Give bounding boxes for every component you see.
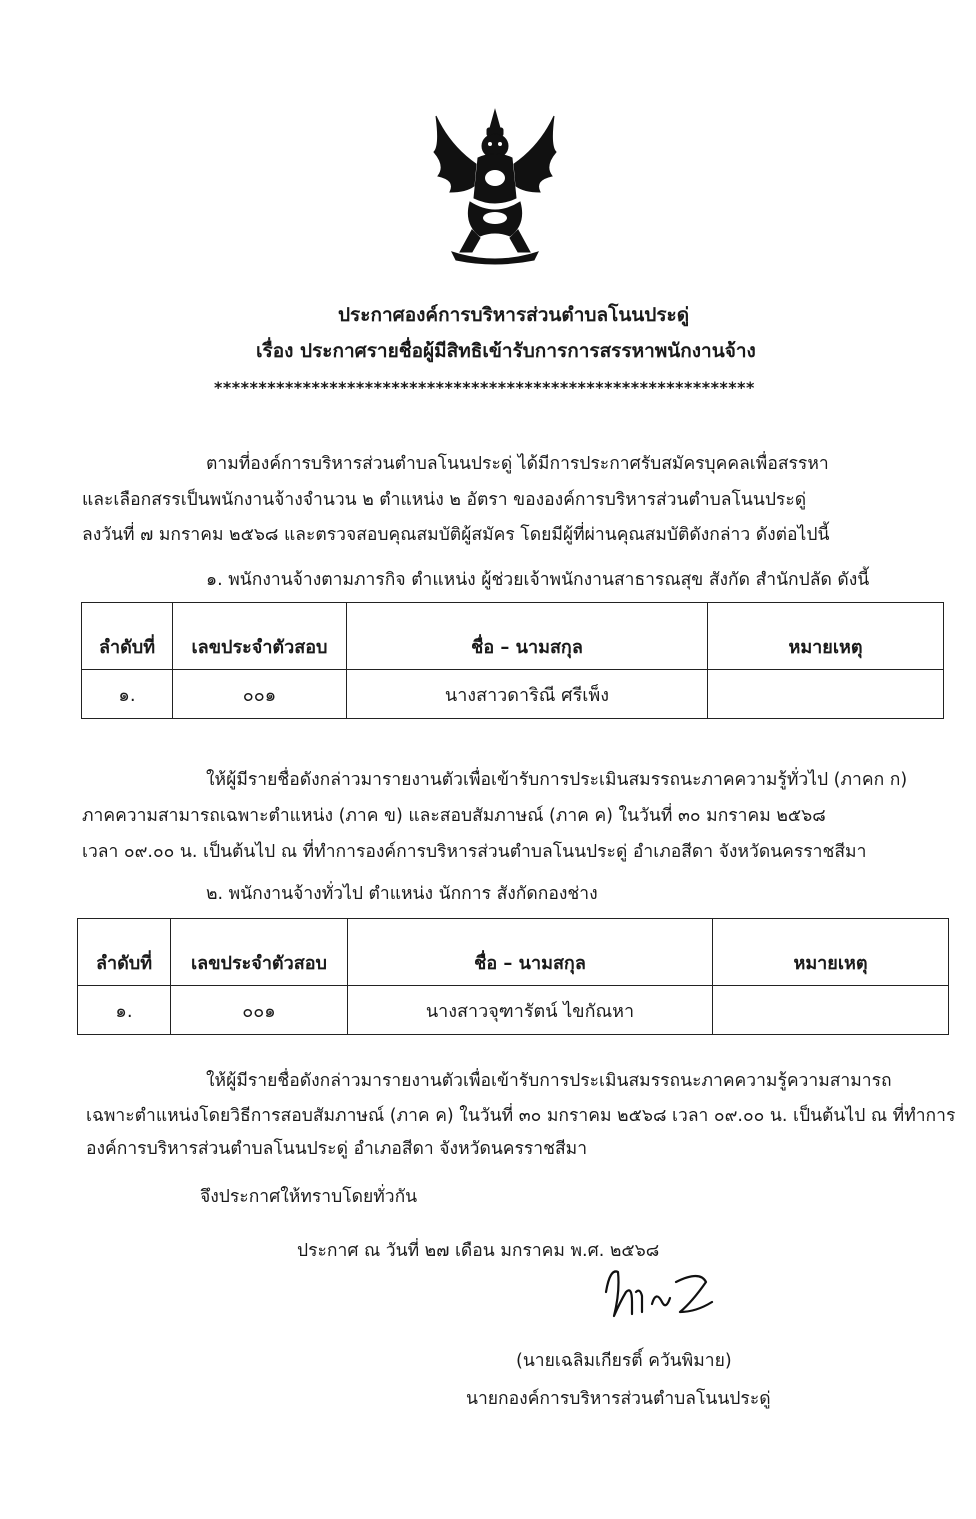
col-order-header: ลำดับที่ xyxy=(82,603,173,670)
section2-heading: ๒. พนักงานจ้างทั่วไป ตำแหน่ง นักการ สังกัดกองช่าง xyxy=(206,884,598,904)
cell-order: ๑. xyxy=(82,670,173,719)
separator: ************************************************************* xyxy=(214,378,755,397)
col-order-header: ลำดับที่ xyxy=(78,919,171,986)
section2-note-line-2: เฉพาะตำแหน่งโดยวิธีการสอบสัมภาษณ์ (ภาค ค) ในวันที่ ๓๐ มกราคม ๒๕๖๘ เวลา ๐๙.๐๐ น. เป็นต้นไป ณ ที่ทำการ xyxy=(86,1106,956,1126)
section1-note-line-1: ให้ผู้มีรายชื่อดังกล่าวมารายงานตัวเพื่อเข้ารับการประเมินสมรรถนะภาคความรู้ทั่วไป (ภาคก ก) xyxy=(206,770,908,790)
announcement-date: ประกาศ ณ วันที่ ๒๗ เดือน มกราคม พ.ศ. ๒๕๖๘ xyxy=(297,1241,660,1261)
section1-note-line-3: เวลา ๐๙.๐๐ น. เป็นต้นไป ณ ที่ทำการองค์การบริหารส่วนตำบลโนนประดู่ อำเภอสีดา จังหวัดนครราชสีมา xyxy=(82,842,867,862)
intro-line-1: ตามที่องค์การบริหารส่วนตำบลโนนประดู่ ได้มีการประกาศรับสมัครบุคคลเพื่อสรรหา xyxy=(206,454,829,474)
cell-name: นางสาวดาริณี ศรีเพ็ง xyxy=(347,670,708,719)
col-exam-id-header: เลขประจำตัวสอบ xyxy=(171,919,348,986)
section1-table xyxy=(81,602,944,719)
col-name-header: ชื่อ – นามสกุล xyxy=(347,603,708,670)
col-remark-header: หมายเหตุ xyxy=(708,603,944,670)
intro-line-2: และเลือกสรรเป็นพนักงานจ้างจำนวน ๒ ตำแหน่ง ๒ อัตรา ขององค์การบริหารส่วนตำบลโนนประดู่ xyxy=(82,490,807,510)
section2-table xyxy=(77,918,949,1035)
section1-note-line-2: ภาคความสามารถเฉพาะตำแหน่ง (ภาค ข) และสอบสัมภาษณ์ (ภาค ค) ในวันที่ ๓๐ มกราคม ๒๕๖๘ xyxy=(82,806,826,826)
signer-name: (นายเฉลิมเกียรติ์ ควันพิมาย) xyxy=(516,1351,732,1371)
table-row xyxy=(82,670,944,719)
cell-name: นางสาวจุฑารัตน์ ไขกัณหา xyxy=(348,986,713,1035)
page-title: ประกาศองค์การบริหารส่วนตำบลโนนประดู่ xyxy=(338,304,690,326)
col-name-header: ชื่อ – นามสกุล xyxy=(348,919,713,986)
cell-exam-id: ๐๐๑ xyxy=(171,986,348,1035)
subject-line: เรื่อง ประกาศรายชื่อผู้มีสิทธิเข้ารับการการสรรหาพนักงานจ้าง xyxy=(256,340,756,362)
intro-line-3: ลงวันที่ ๗ มกราคม ๒๕๖๘ และตรวจสอบคุณสมบัติผู้สมัคร โดยมีผู้ที่ผ่านคุณสมบัติดังกล่าว ดังต่อไปนี้ xyxy=(82,525,830,545)
section1-heading: ๑. พนักงานจ้างตามภารกิจ ตำแหน่ง ผู้ช่วยเจ้าพนักงานสาธารณสุข สังกัด สำนักปลัด ดังนี้ xyxy=(206,570,870,590)
col-exam-id-header: เลขประจำตัวสอบ xyxy=(173,603,347,670)
section2-note-line-1: ให้ผู้มีรายชื่อดังกล่าวมารายงานตัวเพื่อเข้ารับการประเมินสมรรถนะภาคความรู้ความสามารถ xyxy=(206,1071,892,1091)
announcement-closing: จึงประกาศให้ทราบโดยทั่วกัน xyxy=(200,1187,418,1207)
section2-note-line-3: องค์การบริหารส่วนตำบลโนนประดู่ อำเภอสีดา จังหวัดนครราชสีมา xyxy=(86,1139,588,1159)
garuda-emblem-icon xyxy=(430,106,560,266)
table-row xyxy=(78,986,949,1035)
signer-title: นายกองค์การบริหารส่วนตำบลโนนประดู่ xyxy=(466,1389,771,1409)
cell-remark xyxy=(713,986,949,1035)
handwritten-signature-icon xyxy=(596,1262,716,1324)
cell-order: ๑. xyxy=(78,986,171,1035)
cell-exam-id: ๐๐๑ xyxy=(173,670,347,719)
table-header-row xyxy=(78,919,949,986)
col-remark-header: หมายเหตุ xyxy=(713,919,949,986)
table-header-row xyxy=(82,603,944,670)
cell-remark xyxy=(708,670,944,719)
